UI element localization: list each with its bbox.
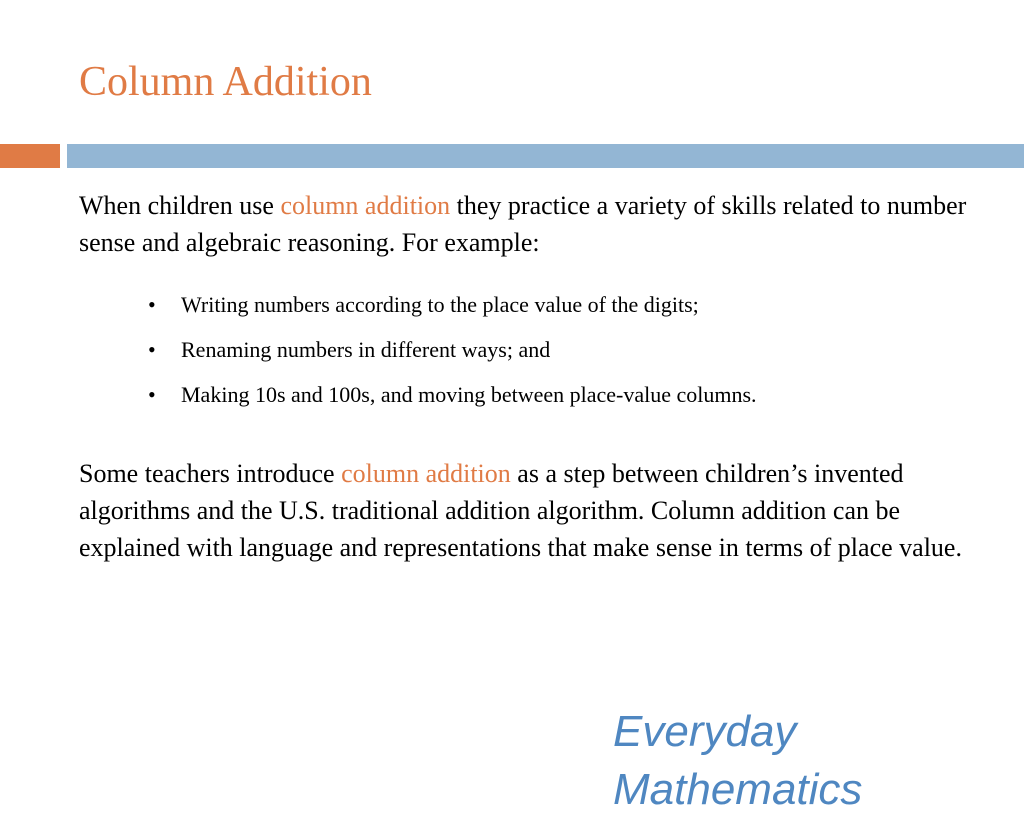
closing-highlight: column addition (341, 459, 511, 488)
list-item-text: Making 10s and 100s, and moving between place-value columns. (181, 382, 757, 407)
bullet-icon: • (148, 292, 156, 317)
closing-text-after: as a step between children’s invented algorithms and the U.S. traditional addition algorithm. Column addition can be explained with language and representations that make sense in terms of place value. (79, 459, 962, 562)
intro-highlight: column addition (280, 191, 451, 220)
everyday-mathematics-logo (613, 703, 862, 819)
list-item (148, 331, 1008, 376)
bullet-icon: • (148, 382, 156, 407)
closing-paragraph (79, 455, 979, 566)
list-item-text: Renaming numbers in different ways; and (181, 337, 551, 362)
intro-text-before: When children use (79, 191, 281, 220)
skills-list (148, 286, 1008, 421)
accent-bar-orange (0, 144, 60, 168)
intro-text-after: they practice a variety of skills related to number sense and algebraic reasoning. For example: (79, 191, 967, 257)
intro-paragraph (79, 187, 979, 261)
list-item-text: Writing numbers according to the place value of the digits; (181, 292, 699, 317)
slide-title: Column Addition (79, 59, 372, 105)
bullet-icon: • (148, 337, 156, 362)
closing-text-before: Some teachers introduce (79, 459, 342, 488)
logo-line-2: Mathematics (613, 765, 863, 814)
list-item (148, 376, 1008, 421)
list-item (148, 286, 1008, 331)
accent-bar-blue (67, 144, 1024, 168)
logo-line-1: Everyday (613, 707, 797, 756)
